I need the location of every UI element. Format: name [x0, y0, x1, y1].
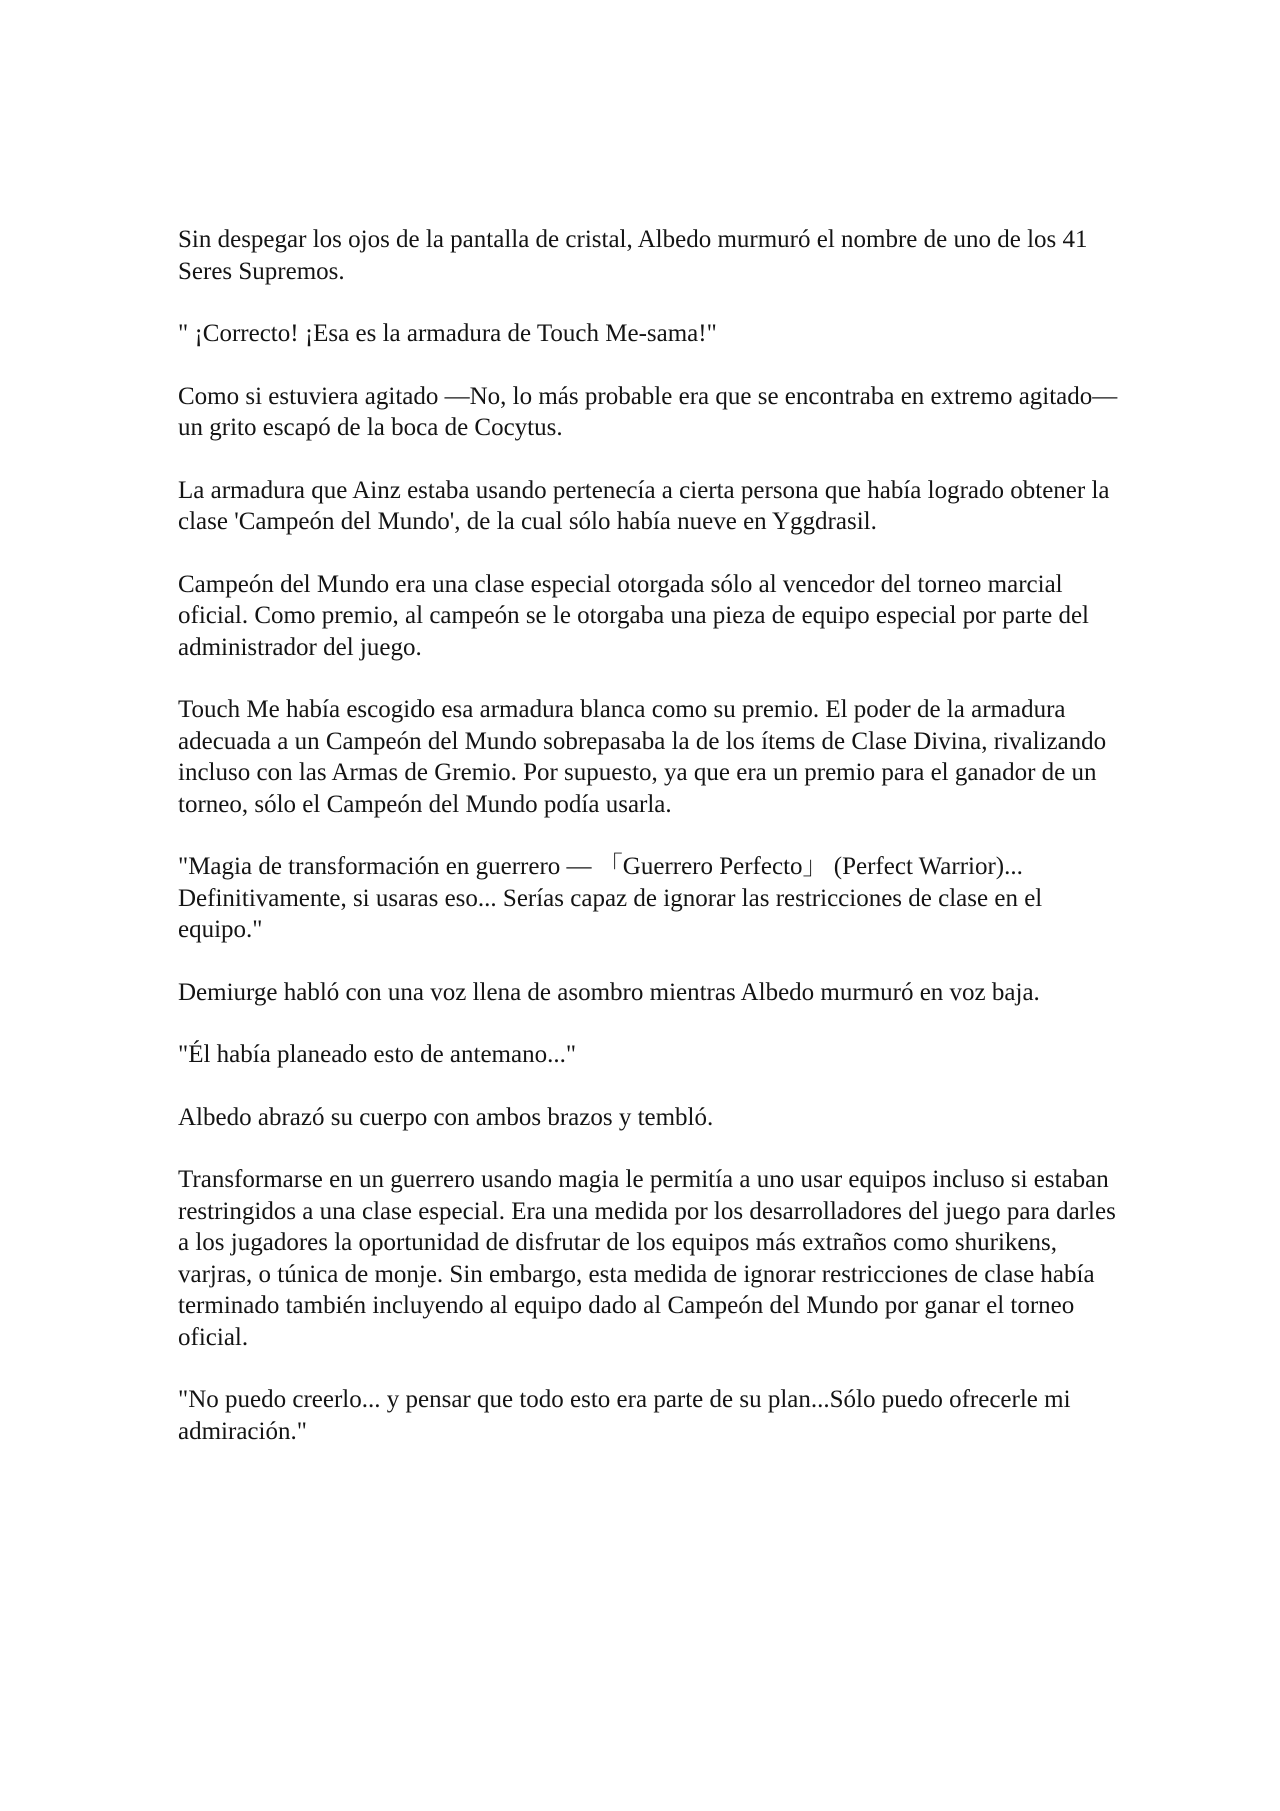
paragraph-10: Albedo abrazó su cuerpo con ambos brazos y tembló. [178, 1103, 714, 1131]
paragraph-4: La armadura que Ainz estaba usando pertenecía a cierta persona que había logrado obtener la clase 'Campeón del Mundo', de la cual sólo había nueve en Yggdrasil. [178, 476, 1110, 535]
paragraph-2: " ¡Correcto! ¡Esa es la armadura de Touch Me-sama!" [178, 320, 717, 347]
paragraph-7: "Magia de transformación en guerrero — 「Guerrero Perfecto」 (Perfect Warrior)... Definitivamente, si usaras eso... Serías capaz de ignorar las restricciones de clase en el equipo." [178, 853, 1043, 943]
paragraph-11: Transformarse en un guerrero usando magia le permitía a uno usar equipos incluso si estaban restringidos a una clase especial. Era una medida por los desarrolladores del juego para darles a los jugadores la oportunidad de disfrutar de los equipos más extraños como shurikens, varjras, o túnica de monje. Sin embargo, esta medida de ignorar restricciones de clase había terminado también incluyendo al equipo dado al Campeón del Mundo por ganar el torneo oficial. [178, 1166, 1116, 1351]
paragraph-12: "No puedo creerlo... y pensar que todo esto era parte de su plan...Sólo puedo ofrecerle mi admiración." [178, 1386, 1071, 1445]
body-text [178, 224, 1118, 1478]
paragraph-6: Touch Me había escogido esa armadura blanca como su premio. El poder de la armadura adecuada a un Campeón del Mundo sobrepasaba la de los ítems de Clase Divina, rivalizando incluso con las Armas de Gremio. Por supuesto, ya que era un premio para el ganador de un torneo, sólo el Campeón del Mundo podía usarla. [178, 696, 1107, 818]
paragraph-3: Como si estuviera agitado —No, lo más probable era que se encontraba en extremo agitado— un grito escapó de la boca de Cocytus. [178, 382, 1118, 441]
paragraph-1: Sin despegar los ojos de la pantalla de cristal, Albedo murmuró el nombre de uno de los 41 Seres Supremos. [178, 226, 1088, 285]
paragraph-8: Demiurge habló con una voz llena de asombro mientras Albedo murmuró en voz baja. [178, 978, 1040, 1006]
paragraph-9: "Él había planeado esto de antemano..." [178, 1041, 577, 1068]
paragraph-5: Campeón del Mundo era una clase especial otorgada sólo al vencedor del torneo marcial oficial. Como premio, al campeón se le otorgaba una pieza de equipo especial por parte del administrador del juego. [178, 570, 1089, 661]
